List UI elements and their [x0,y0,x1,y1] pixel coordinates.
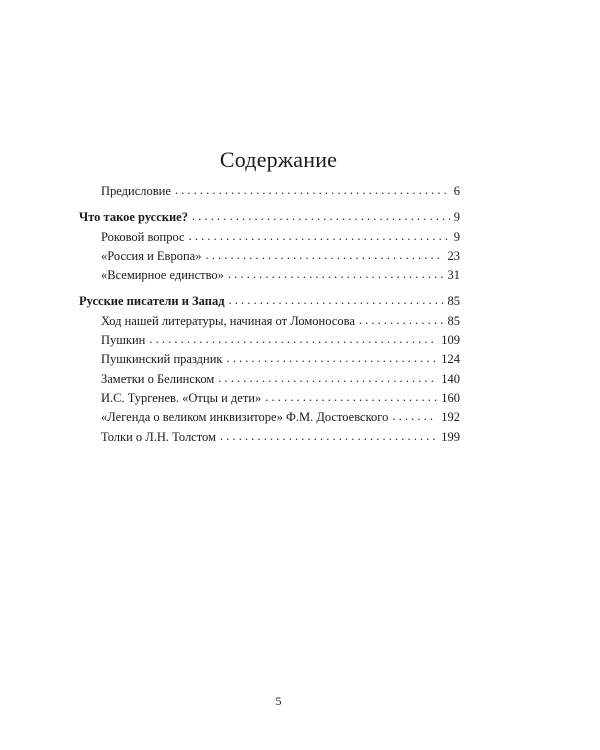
toc-entry-page: 23 [447,248,460,263]
toc-entry-label: И.С. Тургенев. «Отцы и дети» [101,390,262,405]
toc-section-russian-writers-and-west [79,292,460,311]
dot-leader [205,246,443,265]
toc-entry-label: «Россия и Европа» [101,248,202,263]
toc-entry [79,428,460,447]
dot-leader [359,311,444,330]
toc-section-what-are-russians [79,208,460,227]
toc-entry-page: 85 [447,313,460,328]
toc-entry-label: Пушкинский праздник [101,352,223,367]
toc-entry [79,312,460,331]
toc-entry-page: 109 [441,333,460,348]
toc-entry-page: 124 [441,352,460,367]
page-title: Содержание [219,147,338,172]
toc-entry [79,350,460,369]
toc-entry-page: 6 [453,184,460,198]
dot-leader [220,427,437,446]
dot-leader [218,369,437,388]
toc-entry-label: Ход нашей литературы, начиная от Ломоносова [101,313,355,328]
toc-entry-label: Заметки о Белинском [101,371,215,386]
dot-leader [192,207,450,226]
toc-entry [79,389,460,408]
toc-entry-preface [79,182,460,201]
toc-entry [79,228,460,247]
toc-entry-label: Пушкин [101,333,146,348]
toc-entry-label: Роковой вопрос [101,229,185,244]
dot-leader [175,181,450,200]
dot-leader [228,265,444,284]
toc-entry-page: 160 [441,390,460,405]
toc-entry [79,266,460,285]
toc-entry-label: «Легенда о великом инквизиторе» Ф.М. Достоевского [101,410,389,425]
toc-entry-page: 9 [453,229,460,244]
toc-entry [79,331,460,350]
page-number: 5 [275,694,282,708]
toc-entry-page: 9 [453,210,460,225]
dot-leader [189,227,450,246]
toc-entry-page: 85 [447,294,460,309]
table-of-contents [79,182,460,447]
toc-entry [79,247,460,266]
dot-leader [392,407,437,426]
toc-entry-page: 199 [441,429,460,444]
toc-entry [79,408,460,427]
dot-leader [229,291,444,310]
dot-leader [227,349,438,368]
toc-entry-page: 140 [441,371,460,386]
dot-leader [149,330,437,349]
toc-entry-page: 31 [447,268,460,283]
dot-leader [265,388,437,407]
toc-entry-label: «Всемирное единство» [101,268,224,283]
toc-entry-label: Предисловие [101,184,171,198]
toc-entry [79,370,460,389]
toc-section-label: Что такое русские? [79,210,188,225]
toc-entry-label: Толки о Л.Н. Толстом [101,429,216,444]
toc-entry-page: 192 [441,410,460,425]
toc-section-label: Русские писатели и Запад [79,294,225,309]
